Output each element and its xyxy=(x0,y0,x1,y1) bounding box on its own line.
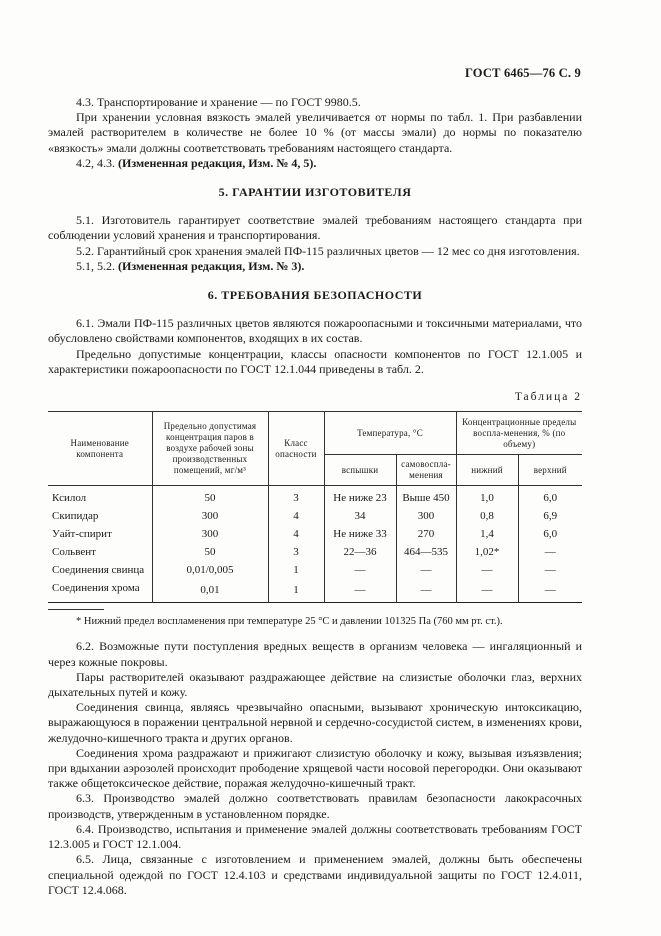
column-header-pdk: Предельно допустимая концентрация паров в воздухе рабочей зоны производственных помещений, мг/м³ xyxy=(152,412,268,486)
edit-note-prefix: 5.1, 5.2. xyxy=(76,258,118,273)
table-row xyxy=(48,507,582,525)
cell-lower: 1,0 xyxy=(456,486,518,508)
cell-lower: 1,4 xyxy=(456,525,518,543)
cell-autoignition: — xyxy=(396,561,456,579)
edit-note-2 xyxy=(48,259,582,274)
cell-name: Уайт-спирит xyxy=(52,527,112,540)
edit-note-prefix: 4.2, 4.3. xyxy=(76,155,118,170)
cell-class: 1 xyxy=(268,561,324,579)
paragraph-6-1: 6.1. Эмали ПФ-115 различных цветов являются пожароопасными и токсичными материалами, что обусловлено свойствами компонентов, входящих в их состав. xyxy=(48,316,582,346)
cell-flash: — xyxy=(324,579,396,603)
cell-name: Соединения свинца xyxy=(52,563,145,576)
edit-note-1 xyxy=(48,156,582,171)
table-row xyxy=(48,486,582,508)
cell-pdk: 300 xyxy=(152,507,268,525)
cell-flash: 22—36 xyxy=(324,543,396,561)
cell-class: 3 xyxy=(268,543,324,561)
paragraph-5-2: 5.2. Гарантийный срок хранения эмалей ПФ-115 различных цветов — 12 мес со дня изготовления. xyxy=(76,243,580,258)
paragraph-6-4: 6.4. Производство, испытания и применение эмалей должны соответствовать требованиям ГОСТ 12.3.005 и ГОСТ 12.1.004. xyxy=(48,821,582,852)
cell-flash: Не ниже 33 xyxy=(324,525,396,543)
table-row xyxy=(48,543,582,561)
cell-pdk: 50 xyxy=(152,486,268,508)
column-header-lower: нижний xyxy=(456,455,518,486)
cell-pdk: 0,01/0,005 xyxy=(152,561,268,579)
column-header-temperature: Температура, °С xyxy=(324,412,456,455)
section-6-title: 6. ТРЕБОВАНИЯ БЕЗОПАСНОСТИ xyxy=(207,288,423,303)
paragraph-6-2-chromium: Соединения хрома раздражают и прижигают слизистую оболочку и кожу, вызывая изъязвления; при вдыхании аэрозолей происходит прободение хрящевой части носовой перегородки. Они оказывают также общетоксическое действие, поражая желудочно-кишечный тракт. xyxy=(48,745,582,791)
column-header-autoignition: самовоспла-менения xyxy=(396,455,456,486)
table-row xyxy=(48,579,582,603)
page-header: ГОСТ 6465—76 С. 9 xyxy=(464,66,581,80)
cell-upper: 6,9 xyxy=(518,507,582,525)
footnote-divider xyxy=(48,609,104,610)
cell-lower: 1,02* xyxy=(456,543,518,561)
cell-upper: — xyxy=(518,561,582,579)
cell-autoignition: 300 xyxy=(396,507,456,525)
cell-flash: — xyxy=(324,561,396,579)
paragraph-6-5: 6.5. Лица, связанные с изготовлением и применением эмалей, должны быть обеспечены специальной одеждой по ГОСТ 12.4.103 и средствами индивидуальной защиты по ГОСТ 12.4.011, ГОСТ 12.4.068. xyxy=(48,852,582,897)
column-header-class: Класс опасности xyxy=(268,412,324,486)
section-5-title: 5. ГАРАНТИИ ИЗГОТОВИТЕЛЯ xyxy=(218,185,412,200)
cell-lower: — xyxy=(456,579,518,603)
paragraph-6-3: 6.3. Производство эмалей должно соответствовать правилам безопасности лакокрасочных производств, утвержденным в установленном порядке. xyxy=(48,791,582,821)
cell-class: 3 xyxy=(268,486,324,508)
table-footnote: * Нижний предел воспламенения при температуре 25 °С и давлении 101325 Па (760 мм рт. ст.). xyxy=(76,616,503,628)
cell-upper: 6,0 xyxy=(518,525,582,543)
cell-lower: 0,8 xyxy=(456,507,518,525)
edit-note-text: (Измененная редакция, Изм. № 3). xyxy=(118,258,305,273)
cell-lower: — xyxy=(456,561,518,579)
paragraph-5-1: 5.1. Изготовитель гарантирует соответствие эмалей требованиям настоящего стандарта при соблюдении условий хранения и транспортирования. xyxy=(48,213,582,243)
paragraph-6-2: 6.2. Возможные пути поступления вредных веществ в организм человека — ингаляционный и через кожные покровы. xyxy=(48,639,582,669)
cell-class: 4 xyxy=(268,525,324,543)
paragraph-6-2-lead: Соединения свинца, являясь чрезвычайно опасными, вызывают хроническую интоксикацию, выражающуюся в поражении центральной нервной и сердечно-сосудистой систем, в изменениях крови, желудочно-кишечного тракта и других органов. xyxy=(48,700,582,745)
table-row xyxy=(48,561,582,579)
cell-upper: — xyxy=(518,543,582,561)
cell-autoignition: — xyxy=(396,579,456,603)
paragraph-4-3: 4.3. Транспортирование и хранение — по ГОСТ 9980.5. xyxy=(76,95,361,109)
cell-name: Соединения хрома xyxy=(52,581,140,594)
table-label: Таблица 2 xyxy=(514,391,582,404)
cell-flash: Не ниже 23 xyxy=(324,486,396,508)
safety-table xyxy=(48,411,582,603)
cell-autoignition: Выше 450 xyxy=(396,486,456,508)
cell-autoignition: 270 xyxy=(396,525,456,543)
cell-upper: 6,0 xyxy=(518,486,582,508)
cell-pdk: 300 xyxy=(152,525,268,543)
paragraph-6-2-solvents: Пары растворителей оказывают раздражающее действие на слизистые оболочки глаз, верхних дыхательных путей и кожу. xyxy=(48,669,582,700)
cell-name: Ксилол xyxy=(52,491,87,504)
page-content xyxy=(48,95,582,898)
cell-flash: 34 xyxy=(324,507,396,525)
column-header-flash: вспышки xyxy=(324,455,396,486)
cell-name: Сольвент xyxy=(52,545,96,558)
column-header-upper: верхний xyxy=(518,455,582,486)
cell-name: Скипидар xyxy=(52,509,99,522)
cell-class: 4 xyxy=(268,507,324,525)
edit-note-text: (Измененная редакция, Изм. № 4, 5). xyxy=(118,155,317,170)
cell-pdk: 50 xyxy=(152,543,268,561)
paragraph-4-3-storage: При хранении условная вязкость эмалей увеличивается от нормы по табл. 1. При разбавлении эмалей растворителем в количестве не более 10 % (от массы эмали) до нормы по показателю «вязкость» эмали должны соответствовать требованиям настоящего стандарта. xyxy=(48,110,582,155)
cell-class: 1 xyxy=(268,579,324,603)
paragraph-6-1-limits: Предельно допустимые концентрации, классы опасности компонентов по ГОСТ 12.1.005 и характеристики пожароопасности по ГОСТ 12.1.044 приведены в табл. 2. xyxy=(48,346,582,376)
cell-upper: — xyxy=(518,579,582,603)
column-header-concentration: Концентрационные пределы воспла-менения, % (по объему) xyxy=(456,412,582,455)
cell-pdk: 0,01 xyxy=(152,579,268,603)
table-row xyxy=(48,525,582,543)
column-header-name: Наименование компонента xyxy=(48,412,152,486)
cell-autoignition: 464—535 xyxy=(396,543,456,561)
